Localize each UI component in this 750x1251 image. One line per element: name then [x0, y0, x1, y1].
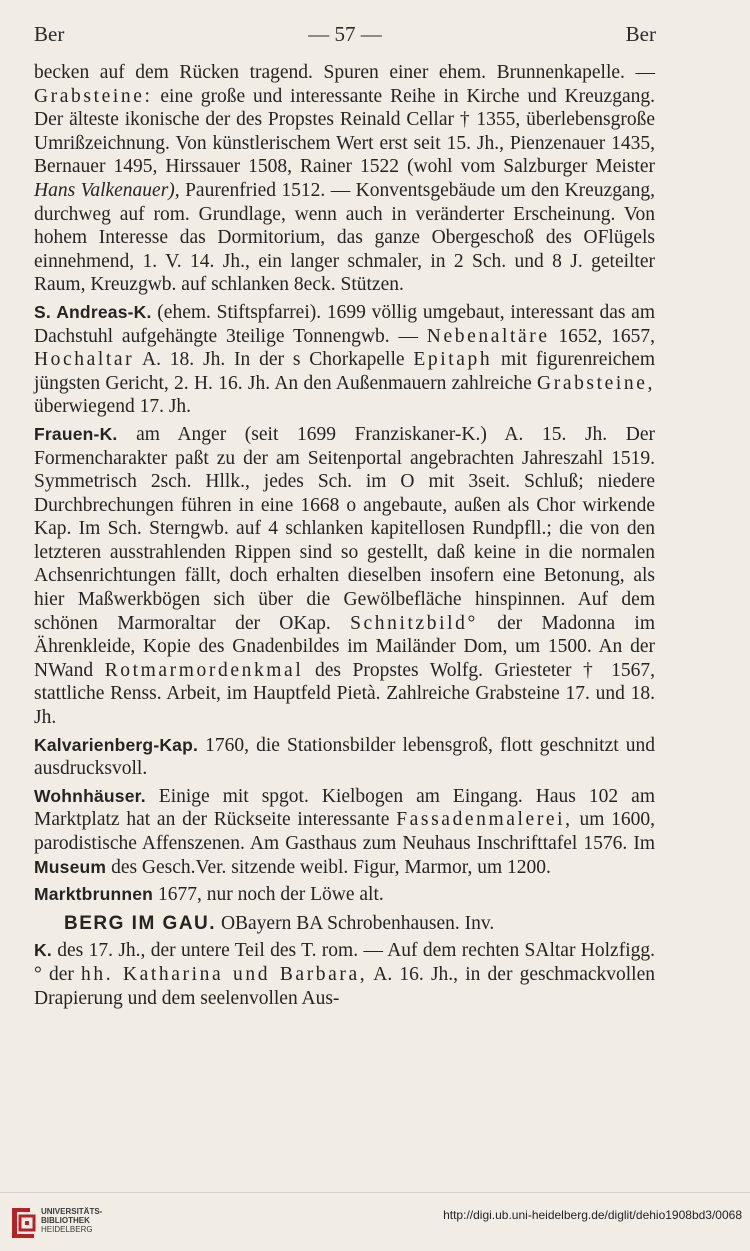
text-run: des Propstes Wolfg. Griesteter † 1567, stattliche Renss. Arbeit, im Hauptfeld Pietà. Zahlreiche Grabsteine 17. und 18. Jh.: [34, 659, 655, 729]
italic-term: Hans Valkenauer),: [34, 179, 180, 201]
spaced-term: Hochaltar: [34, 349, 135, 371]
entry-keyword: Marktbrunnen: [34, 884, 154, 905]
library-seal-icon: [8, 1204, 38, 1240]
running-head-right: Ber: [625, 22, 656, 46]
logo-line: HEIDELBERG: [41, 1225, 93, 1234]
spaced-term: Fassadenmalerei,: [396, 809, 573, 831]
page-number: — 57 —: [308, 22, 382, 46]
entry-keyword: Wohnhäuser.: [34, 785, 146, 806]
spaced-term: Nebenaltäre: [426, 325, 550, 347]
running-head-left: Ber: [34, 22, 65, 46]
logo-line: BIBLIOTHEK: [41, 1216, 90, 1225]
text-run: Einige mit spgot. Kielbogen am Eingang. Haus 102 am Marktplatz hat an der Rückseite interessante: [34, 785, 655, 831]
text-run: des Gesch.Ver. sitzende weibl. Figur, Marmor, um 1200.: [106, 856, 551, 878]
body-text: [34, 61, 655, 1014]
text-run: des 17. Jh., der untere Teil des T. rom. — Auf dem rechten SAltar Holzfigg.° der: [34, 940, 655, 985]
paragraph-kalvarienberg: [34, 734, 655, 781]
spaced-term: Grabsteine:: [34, 85, 153, 107]
logo-line: UNIVERSITÄTS-: [41, 1207, 103, 1216]
text-run: OBayern BA Schrobenhausen. Inv.: [216, 912, 495, 934]
text-run: A. 18. Jh. In der s Chorkapelle: [134, 349, 414, 371]
permalink-url[interactable]: http://digi.ub.uni-heidelberg.de/diglit/dehio1908bd3/0068: [443, 1208, 742, 1222]
paragraph-berg-im-gau-heading: [34, 912, 655, 936]
paragraph-wohnhaeuser: [34, 785, 655, 879]
entry-keyword: Kalvarienberg-Kap.: [34, 734, 199, 755]
location-heading: BERG IM GAU.: [64, 912, 217, 934]
text-run: Paurenfried 1512. — Konventsgebäude um den Kreuzgang, durchweg auf rom. Grundlage, wenn auch in veränderter Erscheinung. Von hohem Interesse das Dormitorium, das ganze Obergeschoß des OFlügels einnehmend, 1. V. 14. Jh., ein langer schmaler, in 2 Sch. und 8 J. geteilter Raum, Kreuzgwb. auf schlanken 8eck. Stützen.: [34, 179, 656, 296]
text-run: der Madonna im Ährenkleide, Kopie des Gnadenbildes im Mailänder Dom, um 1500. An der NWand: [34, 612, 656, 681]
paragraph-berg-kirche: [34, 939, 655, 1010]
spaced-term: Schnitzbild°: [350, 612, 478, 634]
spaced-term: Epitaph: [413, 349, 493, 371]
text-run: eine große und interessante Reihe in Kirche und Kreuzgang. Der älteste ikonische der des Propstes Reinald Cellar † 1355, überlebensgroße Umrißzeichnung. Von künstlerischem Wert erst seit 15. Jh., Pienzenauer 1435, Bernauer 1495, Hirssauer 1508, Rainer 1522 (wohl vom Salzburger Meister: [34, 85, 655, 178]
text-run: überwiegend 17. Jh.: [34, 396, 192, 418]
footer-divider: [0, 1192, 750, 1193]
entry-keyword: S. Andreas-K.: [34, 301, 152, 322]
spaced-term: Grabsteine,: [537, 372, 655, 394]
spaced-term: hh. Katharina und Barbara,: [81, 963, 368, 985]
library-logo[interactable]: [8, 1204, 128, 1244]
text-run: am Anger (seit 1699 Franziskaner-K.) A. 15. Jh. Der Formencharakter paßt zu der am Seitenportal angebrachten Jahreszahl 1519. Symmetrisch 2sch. Hllk., jedes Sch. im O mit 3seit. Schluß; niedere Durchbrechungen führen in eine 1668 o angebaute, außen als Chor wirkende Kap. Im Sch. Sterngwb. auf 4 schlanken kapitellosen Rundpfll.; die von den letzteren ausstrahlenden Rippen sind so gestellt, daß keine in die normalen Achsenrichtungen fällt, doch erhalten dieselben insofern eine Betonung, als hier Maßwerkbögen sich über die Gewölbefläche hinspinnen. Auf dem schönen Marmoraltar der OKap.: [34, 423, 655, 634]
text-run: (ehem. Stiftspfarrei). 1699 völlig umgebaut, interessant das am Dachstuhl aufgehängte 3teilige Tonnengwb. —: [34, 301, 655, 347]
paragraph-andreas-kirche: [34, 301, 655, 419]
text-run: becken auf dem Rücken tragend. Spuren einer ehem. Brunnenkapelle. —: [34, 62, 655, 83]
text-run: A. 16. Jh., in der geschmackvollen Drapierung und dem seelenvollen Aus-: [34, 963, 655, 1009]
text-run: um 1600, parodistische Affenszenen. Am Gasthaus zum Neuhaus Inschrifttafel 1576. Im: [34, 809, 655, 854]
paragraph-frauen-kirche: [34, 423, 655, 730]
entry-keyword: Museum: [34, 856, 107, 877]
text-run: 1652, 1657,: [549, 325, 656, 347]
entry-keyword: K.: [34, 940, 52, 961]
text-run: 1760, die Stationsbilder lebensgroß, flott geschnitzt und ausdrucksvoll.: [34, 734, 655, 780]
library-name: [41, 1207, 102, 1234]
spaced-term: Rotmarmordenkmal: [104, 659, 304, 681]
paragraph-marktbrunnen: [34, 883, 655, 907]
text-run: mit figurenreichem jüngsten Gericht, 2. H. 16. Jh. An den Außenmauern zahlreiche: [34, 349, 655, 394]
running-head: [34, 22, 656, 48]
entry-keyword: Frauen-K.: [34, 423, 118, 444]
paragraph-monastery-continued: [34, 61, 655, 297]
text-run: 1677, nur noch der Löwe alt.: [153, 884, 384, 906]
